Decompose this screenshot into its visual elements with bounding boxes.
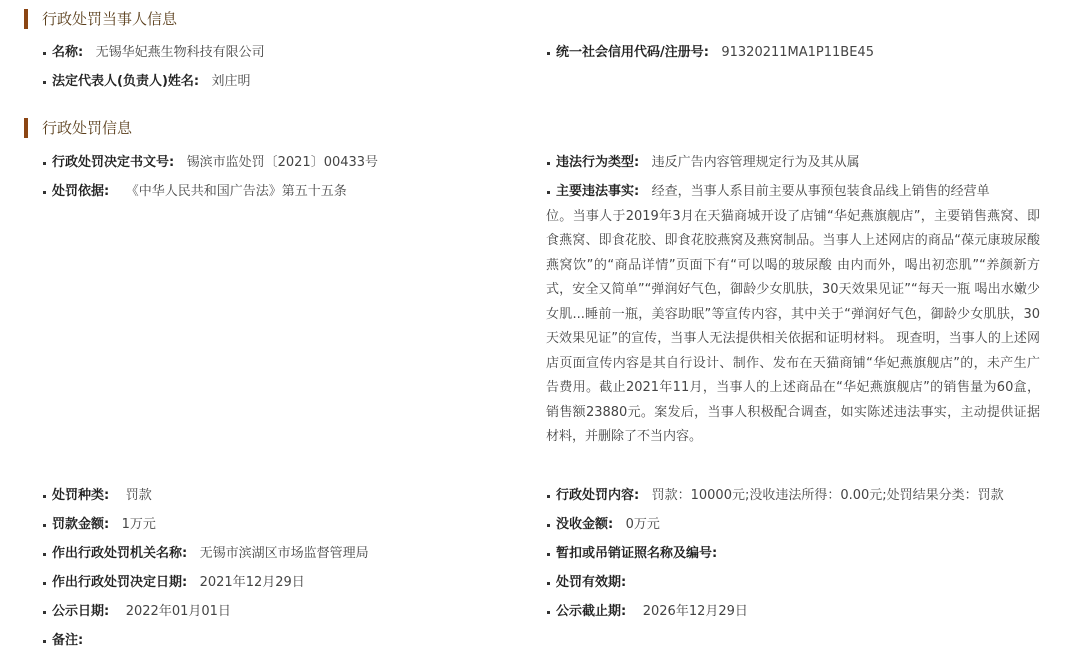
- field-value: 无锡市滨湖区市场监督管理局: [199, 546, 369, 561]
- bullet-icon: [43, 640, 46, 643]
- field-label: 违法行为类型:: [556, 155, 640, 170]
- field-label: 主要违法事实:: [556, 184, 640, 199]
- field-value: 2021年12月29日: [199, 575, 305, 590]
- bullet-icon: [43, 495, 46, 498]
- section-title-penalty: 行政处罚信息: [24, 118, 132, 138]
- bullet-icon: [547, 553, 550, 556]
- bullet-icon: [43, 582, 46, 585]
- field-label: 罚款金额:: [52, 517, 110, 532]
- field-label: 备注:: [52, 633, 84, 648]
- field-label: 没收金额:: [556, 517, 614, 532]
- bullet-icon: [547, 524, 550, 527]
- field-fine: [52, 513, 156, 538]
- facts-paragraph: 位。当事人于2019年3月在天猫商城开设了店铺“华妃燕旗舰店”，主要销售燕窝、即食燕窝、即食花胶、即食花胶燕窝及燕窝制品。当事人上述网店的商品“葆元康玻尿酸燕窝饮”的“商品详情”页面下有“可以喝的玻尿酸 由内而外，喝出初恋肌”“养颜新方式，安全又简单”“弹润好气色，御龄少女肌肤，30天效果见证”“每天一瓶 喝出水嫩少女肌...睡前一瓶，美容助眠”等宣传内容，其中关于“弹润好气色，御龄少女肌肤，30天效果见证”的宣传，当事人无法提供相关依据和证明材料。 现查明，当事人的上述网店页面宣传内容是其自行设计、制作、发布在天猫商铺“华妃燕旗舰店”的，未产生广告费用。截止2021年11月，当事人的上述商品在“华妃燕旗舰店”的销售量为60盒，销售额23880元。案发后，当事人积极配合调查，如实陈述违法事实，主动提供证据材料，并删除了不当内容。: [546, 208, 1040, 444]
- field-content: [556, 484, 1004, 509]
- field-value: 刘庄明: [211, 74, 251, 89]
- bullet-icon: [43, 162, 46, 165]
- field-label: 作出行政处罚机关名称:: [52, 546, 188, 561]
- field-credit-code: [556, 41, 874, 66]
- field-label: 作出行政处罚决定日期:: [52, 575, 188, 590]
- field-label: 行政处罚决定书文号:: [52, 155, 175, 170]
- field-violation-type: [556, 151, 860, 176]
- field-kind: [52, 484, 152, 509]
- field-label: 处罚依据:: [52, 184, 110, 199]
- field-basis: [52, 180, 347, 205]
- field-label: 暂扣或吊销证照名称及编号:: [556, 546, 718, 561]
- field-label: 法定代表人(负责人)姓名:: [52, 74, 200, 89]
- field-label: 处罚有效期:: [556, 575, 627, 590]
- field-facts: [546, 180, 1040, 450]
- field-value: 罚款：10000元;没收违法所得：0.00元;处罚结果分类：罚款: [651, 488, 1004, 503]
- bullet-icon: [547, 162, 550, 165]
- field-value: 0万元: [625, 517, 660, 532]
- field-label: 行政处罚内容:: [556, 488, 640, 503]
- field-value: 《中华人民共和国广告法》第五十五条: [125, 184, 347, 199]
- bullet-icon: [547, 582, 550, 585]
- field-value: 2022年01月01日: [125, 604, 231, 619]
- field-confiscate: [556, 513, 660, 538]
- bullet-icon: [43, 611, 46, 614]
- field-value: 违反广告内容管理规定行为及其从属: [651, 155, 860, 170]
- bullet-icon: [43, 553, 46, 556]
- section-title-party: 行政处罚当事人信息: [24, 9, 177, 29]
- field-decision-date: [52, 571, 305, 596]
- field-value: 无锡华妃燕生物科技有限公司: [95, 45, 265, 60]
- bullet-icon: [547, 191, 550, 194]
- bullet-icon: [547, 611, 550, 614]
- field-label: 名称:: [52, 45, 84, 60]
- bullet-icon: [547, 52, 550, 55]
- field-pub-end: [556, 600, 748, 625]
- field-value: 经查，当事人系目前主要从事预包装食品线上销售的经营单: [651, 184, 990, 199]
- field-pub-date: [52, 600, 231, 625]
- field-license: [556, 542, 725, 567]
- field-value: 91320211MA1P11BE45: [721, 45, 874, 60]
- bullet-icon: [43, 524, 46, 527]
- field-validity: [556, 571, 634, 596]
- field-value: 锡滨市监处罚〔2021〕00433号: [186, 155, 379, 170]
- field-value: 2026年12月29日: [642, 604, 748, 619]
- bullet-icon: [43, 191, 46, 194]
- field-legal-rep: [52, 70, 251, 95]
- field-label: 统一社会信用代码/注册号:: [556, 45, 709, 60]
- field-doc-no: [52, 151, 378, 176]
- field-value: 罚款: [125, 488, 152, 503]
- field-remark: [52, 629, 91, 654]
- field-authority: [52, 542, 369, 567]
- bullet-icon: [547, 495, 550, 498]
- field-name: [52, 41, 265, 66]
- bullet-icon: [43, 81, 46, 84]
- field-label: 公示日期:: [52, 604, 110, 619]
- bullet-icon: [43, 52, 46, 55]
- field-label: 公示截止期:: [556, 604, 627, 619]
- field-label: 处罚种类:: [52, 488, 110, 503]
- field-value: 1万元: [121, 517, 156, 532]
